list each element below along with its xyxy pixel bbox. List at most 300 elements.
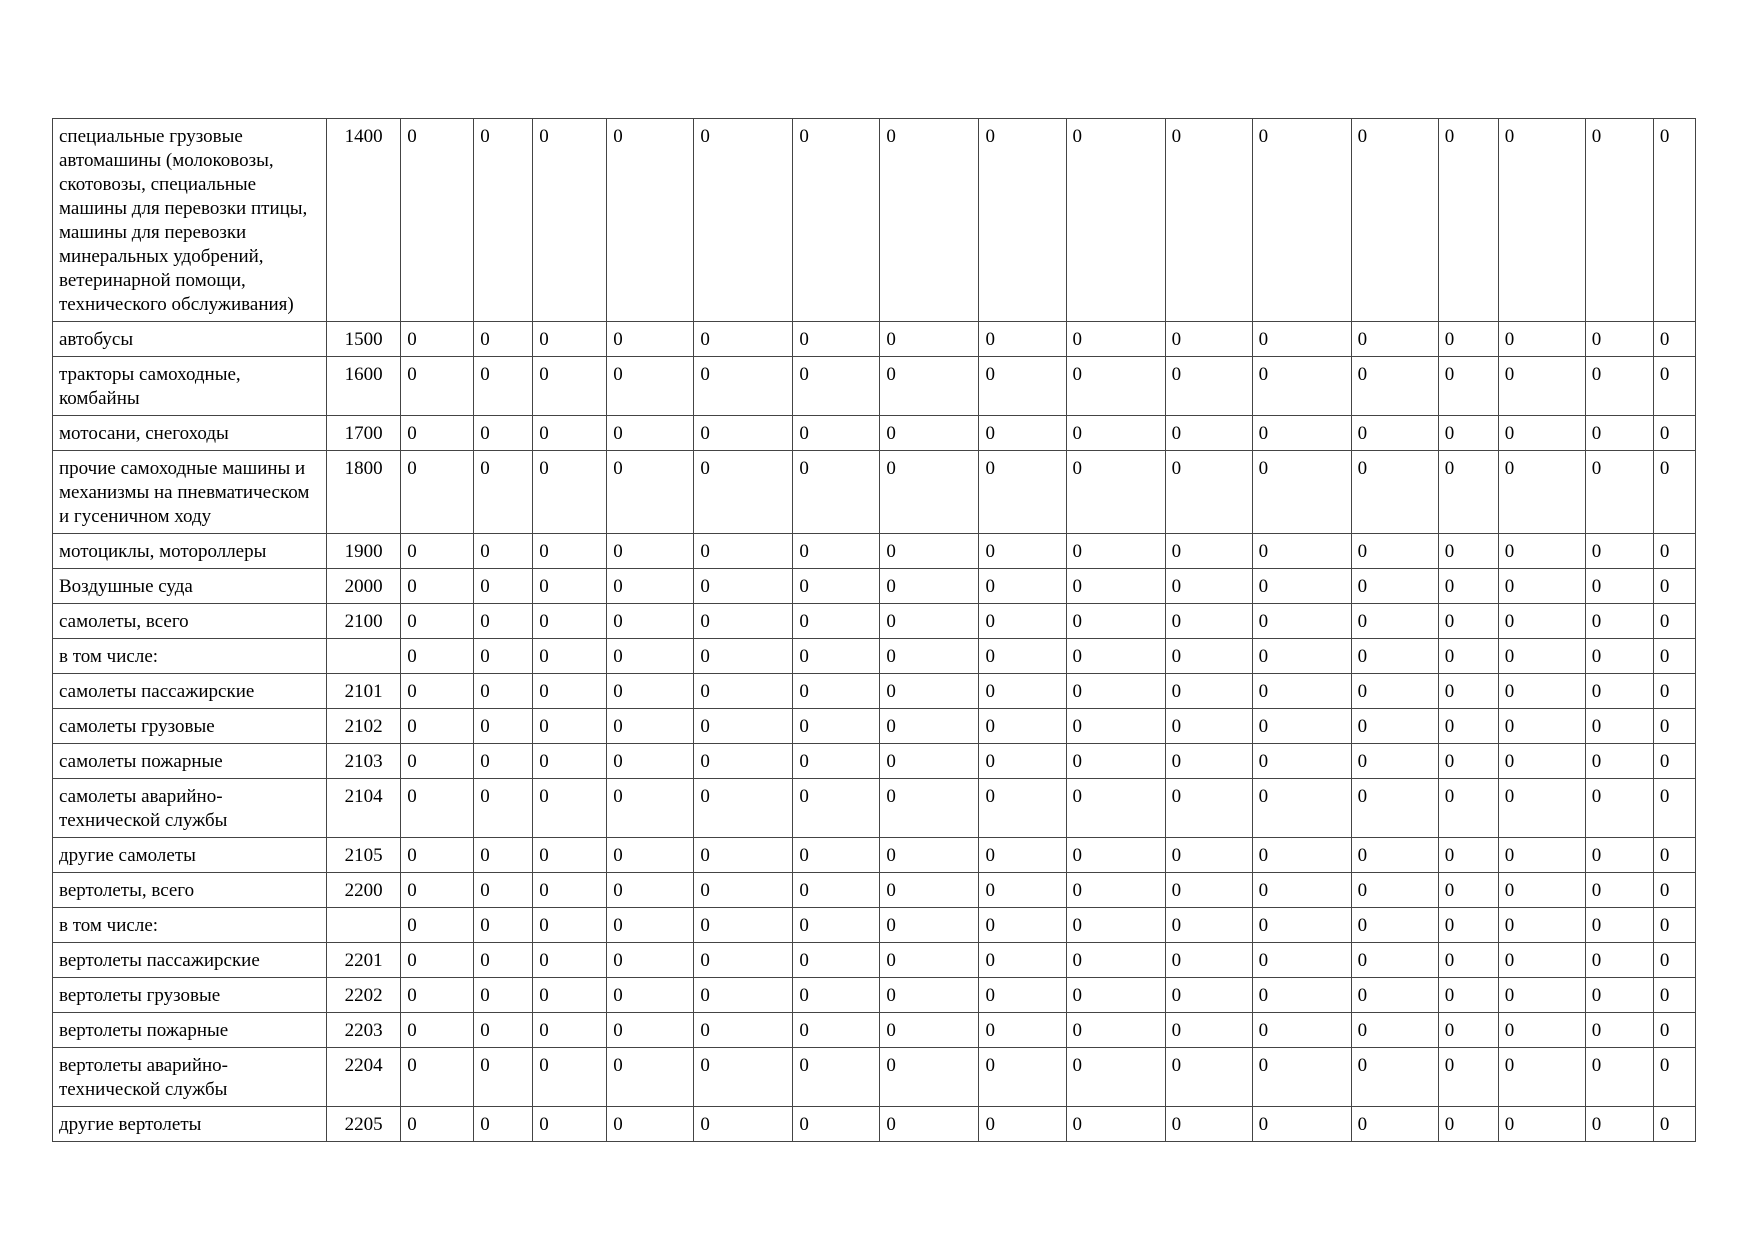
- row-label: вертолеты аварийно-технической службы: [53, 1048, 327, 1107]
- value-cell: 0: [1165, 357, 1252, 416]
- value-cell: 0: [1438, 119, 1498, 322]
- value-cell: 0: [880, 779, 979, 838]
- value-cell: 0: [694, 1013, 793, 1048]
- value-cell: 0: [793, 674, 880, 709]
- value-cell: 0: [694, 357, 793, 416]
- table-row: [53, 1013, 1696, 1048]
- value-cell: 0: [1066, 119, 1165, 322]
- value-cell: 0: [401, 709, 474, 744]
- row-label: другие самолеты: [53, 838, 327, 873]
- value-cell: 0: [607, 639, 694, 674]
- value-cell: 0: [979, 838, 1066, 873]
- value-cell: 0: [1653, 943, 1695, 978]
- value-cell: 0: [1351, 604, 1438, 639]
- value-cell: 0: [533, 416, 607, 451]
- value-cell: 0: [533, 451, 607, 534]
- value-cell: 0: [1351, 709, 1438, 744]
- value-cell: 0: [1585, 604, 1653, 639]
- row-label: самолеты пассажирские: [53, 674, 327, 709]
- value-cell: 0: [793, 322, 880, 357]
- value-cell: 0: [401, 1048, 474, 1107]
- table-row: [53, 357, 1696, 416]
- value-cell: 0: [1585, 674, 1653, 709]
- value-cell: 0: [793, 908, 880, 943]
- value-cell: 0: [1066, 604, 1165, 639]
- value-cell: 0: [1438, 569, 1498, 604]
- value-cell: 0: [1066, 978, 1165, 1013]
- table-row: [53, 744, 1696, 779]
- value-cell: 0: [1438, 978, 1498, 1013]
- value-cell: 0: [1585, 1013, 1653, 1048]
- row-label: вертолеты, всего: [53, 873, 327, 908]
- row-code: 2101: [327, 674, 401, 709]
- row-label: прочие самоходные машины и механизмы на пневматическом и гусеничном ходу: [53, 451, 327, 534]
- value-cell: 0: [1585, 416, 1653, 451]
- value-cell: 0: [607, 1107, 694, 1142]
- value-cell: 0: [401, 674, 474, 709]
- row-code: 2201: [327, 943, 401, 978]
- value-cell: 0: [880, 1013, 979, 1048]
- value-cell: 0: [474, 908, 533, 943]
- value-cell: 0: [401, 873, 474, 908]
- value-cell: 0: [1653, 978, 1695, 1013]
- value-cell: 0: [694, 322, 793, 357]
- value-cell: 0: [880, 838, 979, 873]
- value-cell: 0: [880, 1107, 979, 1142]
- value-cell: 0: [401, 451, 474, 534]
- value-cell: 0: [1252, 604, 1351, 639]
- value-cell: 0: [979, 908, 1066, 943]
- value-cell: 0: [1066, 943, 1165, 978]
- value-cell: 0: [880, 943, 979, 978]
- value-cell: 0: [401, 639, 474, 674]
- value-cell: 0: [979, 1048, 1066, 1107]
- table-row: [53, 674, 1696, 709]
- value-cell: 0: [1351, 357, 1438, 416]
- value-cell: 0: [474, 534, 533, 569]
- value-cell: 0: [474, 357, 533, 416]
- value-cell: 0: [474, 943, 533, 978]
- value-cell: 0: [1252, 1048, 1351, 1107]
- value-cell: 0: [1252, 709, 1351, 744]
- value-cell: 0: [1066, 534, 1165, 569]
- value-cell: 0: [1653, 569, 1695, 604]
- data-table: [52, 118, 1696, 1142]
- value-cell: 0: [1438, 416, 1498, 451]
- row-label: тракторы самоходные, комбайны: [53, 357, 327, 416]
- value-cell: 0: [1585, 838, 1653, 873]
- table-row: [53, 908, 1696, 943]
- value-cell: 0: [533, 639, 607, 674]
- value-cell: 0: [1653, 357, 1695, 416]
- value-cell: 0: [401, 943, 474, 978]
- value-cell: 0: [880, 873, 979, 908]
- value-cell: 0: [607, 744, 694, 779]
- value-cell: 0: [979, 451, 1066, 534]
- value-cell: 0: [401, 119, 474, 322]
- row-label: вертолеты грузовые: [53, 978, 327, 1013]
- value-cell: 0: [1498, 569, 1585, 604]
- row-code: 1700: [327, 416, 401, 451]
- value-cell: 0: [1165, 604, 1252, 639]
- value-cell: 0: [979, 873, 1066, 908]
- value-cell: 0: [1438, 1048, 1498, 1107]
- value-cell: 0: [474, 709, 533, 744]
- value-cell: 0: [979, 1107, 1066, 1142]
- value-cell: 0: [1585, 779, 1653, 838]
- row-label: самолеты грузовые: [53, 709, 327, 744]
- value-cell: 0: [793, 534, 880, 569]
- value-cell: 0: [1498, 416, 1585, 451]
- value-cell: 0: [1653, 674, 1695, 709]
- value-cell: 0: [1585, 744, 1653, 779]
- value-cell: 0: [1438, 838, 1498, 873]
- row-code: 2205: [327, 1107, 401, 1142]
- value-cell: 0: [1066, 569, 1165, 604]
- value-cell: 0: [1653, 709, 1695, 744]
- value-cell: 0: [1351, 873, 1438, 908]
- row-code: 2200: [327, 873, 401, 908]
- value-cell: 0: [401, 744, 474, 779]
- value-cell: 0: [880, 451, 979, 534]
- value-cell: 0: [1165, 1048, 1252, 1107]
- value-cell: 0: [474, 119, 533, 322]
- value-cell: 0: [1653, 119, 1695, 322]
- row-label: в том числе:: [53, 639, 327, 674]
- value-cell: 0: [607, 451, 694, 534]
- value-cell: 0: [1351, 943, 1438, 978]
- value-cell: 0: [401, 357, 474, 416]
- table-row: [53, 119, 1696, 322]
- value-cell: 0: [1438, 322, 1498, 357]
- value-cell: 0: [1438, 451, 1498, 534]
- value-cell: 0: [1438, 534, 1498, 569]
- value-cell: 0: [533, 943, 607, 978]
- value-cell: 0: [1252, 639, 1351, 674]
- value-cell: 0: [1653, 1107, 1695, 1142]
- value-cell: 0: [1066, 709, 1165, 744]
- value-cell: 0: [1438, 1013, 1498, 1048]
- table-row: [53, 604, 1696, 639]
- value-cell: 0: [694, 569, 793, 604]
- value-cell: 0: [607, 119, 694, 322]
- value-cell: 0: [1498, 322, 1585, 357]
- value-cell: 0: [1165, 322, 1252, 357]
- value-cell: 0: [1438, 709, 1498, 744]
- table-body: [53, 119, 1696, 1142]
- value-cell: 0: [880, 744, 979, 779]
- value-cell: 0: [1252, 1107, 1351, 1142]
- value-cell: 0: [1252, 569, 1351, 604]
- value-cell: 0: [793, 744, 880, 779]
- value-cell: 0: [694, 1107, 793, 1142]
- value-cell: 0: [979, 322, 1066, 357]
- value-cell: 0: [1498, 1107, 1585, 1142]
- row-code: 1400: [327, 119, 401, 322]
- value-cell: 0: [1252, 416, 1351, 451]
- value-cell: 0: [607, 1048, 694, 1107]
- table-row: [53, 451, 1696, 534]
- value-cell: 0: [474, 639, 533, 674]
- value-cell: 0: [979, 639, 1066, 674]
- value-cell: 0: [1438, 744, 1498, 779]
- table-row: [53, 873, 1696, 908]
- value-cell: 0: [1438, 639, 1498, 674]
- value-cell: 0: [533, 908, 607, 943]
- value-cell: 0: [1252, 357, 1351, 416]
- row-code: [327, 639, 401, 674]
- value-cell: 0: [1438, 873, 1498, 908]
- value-cell: 0: [607, 604, 694, 639]
- value-cell: 0: [1252, 451, 1351, 534]
- value-cell: 0: [1351, 978, 1438, 1013]
- value-cell: 0: [694, 604, 793, 639]
- value-cell: 0: [793, 1048, 880, 1107]
- value-cell: 0: [1165, 873, 1252, 908]
- row-code: 2100: [327, 604, 401, 639]
- value-cell: 0: [401, 569, 474, 604]
- value-cell: 0: [1351, 779, 1438, 838]
- value-cell: 0: [1351, 674, 1438, 709]
- value-cell: 0: [474, 1107, 533, 1142]
- value-cell: 0: [1252, 674, 1351, 709]
- value-cell: 0: [1585, 119, 1653, 322]
- value-cell: 0: [1066, 873, 1165, 908]
- value-cell: 0: [474, 1048, 533, 1107]
- value-cell: 0: [694, 451, 793, 534]
- value-cell: 0: [607, 534, 694, 569]
- value-cell: 0: [1653, 873, 1695, 908]
- value-cell: 0: [1438, 674, 1498, 709]
- value-cell: 0: [1438, 943, 1498, 978]
- value-cell: 0: [1351, 119, 1438, 322]
- value-cell: 0: [1498, 709, 1585, 744]
- value-cell: 0: [1165, 451, 1252, 534]
- value-cell: 0: [979, 119, 1066, 322]
- value-cell: 0: [533, 1107, 607, 1142]
- value-cell: 0: [694, 873, 793, 908]
- value-cell: 0: [1066, 744, 1165, 779]
- value-cell: 0: [793, 604, 880, 639]
- value-cell: 0: [1498, 639, 1585, 674]
- value-cell: 0: [474, 569, 533, 604]
- value-cell: 0: [880, 674, 979, 709]
- value-cell: 0: [607, 873, 694, 908]
- value-cell: 0: [1438, 604, 1498, 639]
- value-cell: 0: [1252, 873, 1351, 908]
- row-code: 2105: [327, 838, 401, 873]
- row-label: в том числе:: [53, 908, 327, 943]
- value-cell: 0: [1653, 416, 1695, 451]
- value-cell: 0: [1165, 908, 1252, 943]
- value-cell: 0: [1585, 943, 1653, 978]
- value-cell: 0: [979, 978, 1066, 1013]
- value-cell: 0: [1066, 908, 1165, 943]
- value-cell: 0: [1165, 119, 1252, 322]
- value-cell: 0: [1653, 779, 1695, 838]
- value-cell: 0: [1165, 838, 1252, 873]
- value-cell: 0: [793, 779, 880, 838]
- value-cell: 0: [607, 569, 694, 604]
- value-cell: 0: [1165, 534, 1252, 569]
- value-cell: 0: [401, 1013, 474, 1048]
- row-code: 2204: [327, 1048, 401, 1107]
- value-cell: 0: [1066, 357, 1165, 416]
- value-cell: 0: [474, 322, 533, 357]
- value-cell: 0: [474, 838, 533, 873]
- value-cell: 0: [1498, 1013, 1585, 1048]
- value-cell: 0: [1165, 709, 1252, 744]
- value-cell: 0: [401, 534, 474, 569]
- value-cell: 0: [1165, 639, 1252, 674]
- value-cell: 0: [1653, 322, 1695, 357]
- value-cell: 0: [1066, 416, 1165, 451]
- value-cell: 0: [1585, 873, 1653, 908]
- value-cell: 0: [694, 978, 793, 1013]
- row-label: самолеты, всего: [53, 604, 327, 639]
- value-cell: 0: [1653, 1048, 1695, 1107]
- value-cell: 0: [607, 908, 694, 943]
- row-code: 2103: [327, 744, 401, 779]
- row-label: другие вертолеты: [53, 1107, 327, 1142]
- value-cell: 0: [1351, 838, 1438, 873]
- value-cell: 0: [533, 569, 607, 604]
- value-cell: 0: [1585, 569, 1653, 604]
- value-cell: 0: [1438, 1107, 1498, 1142]
- row-code: 1800: [327, 451, 401, 534]
- table-row: [53, 943, 1696, 978]
- table-row: [53, 978, 1696, 1013]
- value-cell: 0: [793, 639, 880, 674]
- value-cell: 0: [793, 709, 880, 744]
- value-cell: 0: [1498, 119, 1585, 322]
- value-cell: 0: [1653, 744, 1695, 779]
- row-code: 1600: [327, 357, 401, 416]
- value-cell: 0: [1498, 943, 1585, 978]
- value-cell: 0: [1351, 416, 1438, 451]
- value-cell: 0: [533, 674, 607, 709]
- value-cell: 0: [533, 838, 607, 873]
- value-cell: 0: [607, 709, 694, 744]
- value-cell: 0: [607, 357, 694, 416]
- value-cell: 0: [1351, 908, 1438, 943]
- row-code: 2104: [327, 779, 401, 838]
- value-cell: 0: [1351, 451, 1438, 534]
- value-cell: 0: [401, 779, 474, 838]
- value-cell: 0: [1351, 744, 1438, 779]
- value-cell: 0: [1585, 357, 1653, 416]
- value-cell: 0: [979, 534, 1066, 569]
- value-cell: 0: [1066, 1013, 1165, 1048]
- row-label: автобусы: [53, 322, 327, 357]
- value-cell: 0: [533, 779, 607, 838]
- value-cell: 0: [607, 1013, 694, 1048]
- table-row: [53, 569, 1696, 604]
- table-row: [53, 838, 1696, 873]
- value-cell: 0: [1252, 838, 1351, 873]
- value-cell: 0: [1585, 451, 1653, 534]
- value-cell: 0: [1585, 322, 1653, 357]
- row-code: [327, 908, 401, 943]
- value-cell: 0: [474, 744, 533, 779]
- value-cell: 0: [533, 119, 607, 322]
- value-cell: 0: [880, 978, 979, 1013]
- value-cell: 0: [1351, 534, 1438, 569]
- value-cell: 0: [1165, 569, 1252, 604]
- value-cell: 0: [533, 1013, 607, 1048]
- value-cell: 0: [401, 838, 474, 873]
- value-cell: 0: [1498, 674, 1585, 709]
- value-cell: 0: [979, 674, 1066, 709]
- value-cell: 0: [533, 534, 607, 569]
- value-cell: 0: [880, 639, 979, 674]
- row-label: вертолеты пожарные: [53, 1013, 327, 1048]
- value-cell: 0: [880, 357, 979, 416]
- value-cell: 0: [1653, 908, 1695, 943]
- value-cell: 0: [401, 322, 474, 357]
- value-cell: 0: [1498, 978, 1585, 1013]
- value-cell: 0: [1585, 534, 1653, 569]
- table-row: [53, 416, 1696, 451]
- value-cell: 0: [1165, 978, 1252, 1013]
- value-cell: 0: [793, 943, 880, 978]
- row-code: 1500: [327, 322, 401, 357]
- value-cell: 0: [1351, 569, 1438, 604]
- table-row: [53, 709, 1696, 744]
- table-row: [53, 1048, 1696, 1107]
- value-cell: 0: [880, 1048, 979, 1107]
- row-label: вертолеты пассажирские: [53, 943, 327, 978]
- value-cell: 0: [1066, 322, 1165, 357]
- value-cell: 0: [607, 943, 694, 978]
- row-label: специальные грузовые автомашины (молоковозы, скотовозы, специальные машины для перевозки птицы, машины для перевозки минеральных удобрений, ветеринарной помощи, технического обслуживания): [53, 119, 327, 322]
- value-cell: 0: [607, 674, 694, 709]
- value-cell: 0: [694, 744, 793, 779]
- value-cell: 0: [1351, 1107, 1438, 1142]
- value-cell: 0: [533, 1048, 607, 1107]
- row-label: мотосани, снегоходы: [53, 416, 327, 451]
- value-cell: 0: [1351, 322, 1438, 357]
- value-cell: 0: [793, 416, 880, 451]
- value-cell: 0: [607, 322, 694, 357]
- value-cell: 0: [1498, 451, 1585, 534]
- value-cell: 0: [979, 744, 1066, 779]
- value-cell: 0: [1653, 451, 1695, 534]
- value-cell: 0: [401, 908, 474, 943]
- value-cell: 0: [793, 838, 880, 873]
- value-cell: 0: [1066, 838, 1165, 873]
- value-cell: 0: [1498, 873, 1585, 908]
- value-cell: 0: [694, 1048, 793, 1107]
- value-cell: 0: [694, 639, 793, 674]
- value-cell: 0: [607, 978, 694, 1013]
- value-cell: 0: [1585, 1048, 1653, 1107]
- value-cell: 0: [533, 604, 607, 639]
- row-code: 2203: [327, 1013, 401, 1048]
- table-row: [53, 779, 1696, 838]
- value-cell: 0: [1653, 838, 1695, 873]
- value-cell: 0: [793, 873, 880, 908]
- value-cell: 0: [401, 416, 474, 451]
- value-cell: 0: [979, 416, 1066, 451]
- value-cell: 0: [1498, 1048, 1585, 1107]
- value-cell: 0: [979, 569, 1066, 604]
- row-label: самолеты пожарные: [53, 744, 327, 779]
- value-cell: 0: [1585, 639, 1653, 674]
- value-cell: 0: [1498, 908, 1585, 943]
- value-cell: 0: [979, 1013, 1066, 1048]
- value-cell: 0: [1165, 1107, 1252, 1142]
